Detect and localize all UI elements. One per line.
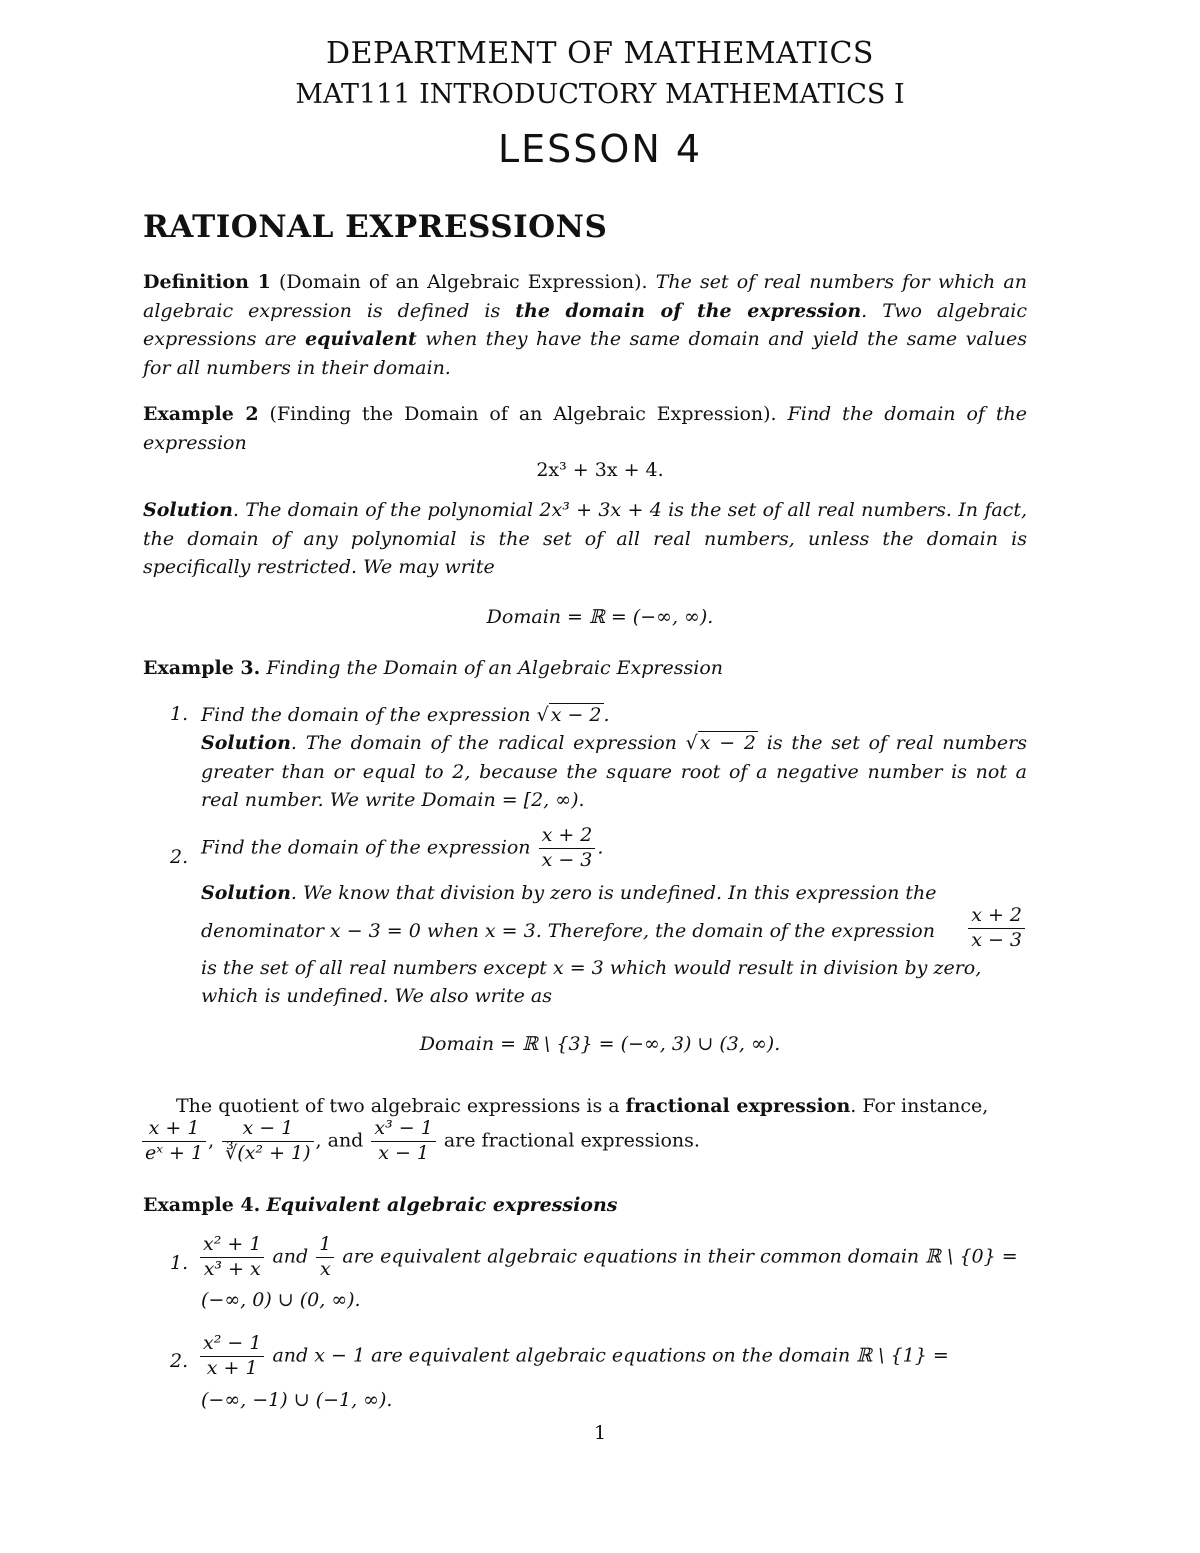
- definition-text-1: The set of real numbers for which an algebraic expression is defined is: [143, 271, 1027, 322]
- question-text: Find the domain of the expression: [201, 836, 531, 859]
- item-text: are equivalent algebraic equations in their common domain ℝ \ {0} =: [342, 1245, 1018, 1268]
- example-3-item-2-solution-line-4: which is undefined. We also write as: [201, 985, 552, 1007]
- solution-text: denominator x − 3 = 0 when x = 3. Therefore, the domain of the expression: [201, 920, 935, 942]
- fraction: [222, 1118, 313, 1165]
- example-3-item-1-question: Find the domain of the expression √ x − 2 .: [201, 704, 610, 726]
- example-4-label: Example 4.: [143, 1194, 261, 1216]
- fraction: [316, 1234, 334, 1281]
- item-text: and x − 1 are equivalent algebraic equations on the domain ℝ \ {1} =: [272, 1344, 949, 1367]
- definition-text-2: . Two algebraic expressions are: [143, 299, 1028, 350]
- list-number: 1.: [170, 1252, 189, 1274]
- page-number: 1: [593, 1422, 607, 1444]
- example-3-title: Finding the Domain of an Algebraic Expression: [266, 657, 723, 679]
- quotient-text: . For instance,: [850, 1095, 989, 1117]
- quotient-line-1: [176, 1094, 988, 1118]
- course-heading: MAT111 INTRODUCTORY MATHEMATICS I: [295, 79, 905, 110]
- example-4-item-2: [198, 1333, 949, 1380]
- fraction: [200, 1234, 264, 1281]
- example-2-domain-display: Domain = ℝ = (−∞, ∞).: [486, 606, 714, 628]
- definition-bold-2: equivalent: [305, 328, 417, 350]
- solution-text: . The domain of the radical expression: [290, 732, 677, 754]
- quotient-text: The quotient of two algebraic expressions is a: [176, 1095, 620, 1117]
- example-2-title: (Finding the Domain of an Algebraic Expression).: [269, 403, 777, 425]
- example-4-item-2-continuation: (−∞, −1) ∪ (−1, ∞).: [201, 1389, 393, 1411]
- example-3-item-2-solution-line-3: is the set of all real numbers except x = 3 which would result in division by zero,: [201, 957, 982, 979]
- definition-bold-1: the domain of the expression: [515, 299, 862, 322]
- example-3-heading: [143, 656, 723, 680]
- fraction-numerator: x + 2: [539, 825, 596, 849]
- quotient-fractions-line: [140, 1118, 700, 1165]
- definition-label: Definition 1: [143, 271, 271, 293]
- solution-label: Solution: [201, 882, 291, 904]
- fraction-denominator: x: [319, 1257, 331, 1280]
- fraction-numerator: x² + 1: [200, 1234, 264, 1258]
- example-3-label: Example 3.: [143, 657, 261, 679]
- fraction-denominator: x − 3: [541, 848, 593, 871]
- quotient-tail: are fractional expressions.: [443, 1129, 700, 1152]
- fraction-numerator: x + 2: [968, 905, 1025, 929]
- fraction-denominator: x + 1: [206, 1356, 258, 1379]
- fraction-numerator: x − 1: [222, 1118, 313, 1142]
- fraction: [371, 1118, 435, 1165]
- example-3-item-2-solution-line-1: [201, 881, 1027, 905]
- fraction-numerator: x² − 1: [200, 1333, 264, 1357]
- separator: ,: [208, 1129, 215, 1152]
- example-4-heading: [143, 1193, 617, 1217]
- solution-text: . We know that division by zero is undefined. In this expression the: [290, 882, 937, 904]
- example-2-solution-text: . The domain of the polynomial 2x³ + 3x + 4 is the set of all real numbers. In fact, the domain of any polynomial is the set of all real numbers, unless the domain is specifically restricted. We may write: [143, 499, 1027, 578]
- fraction: [200, 1333, 264, 1380]
- example-2-solution: [143, 496, 1027, 582]
- fraction-denominator: ∛(x² + 1): [225, 1141, 311, 1164]
- solution-text: is the set of real numbers greater than or equal to 2, because the square root of a negative number is not a real number. We write Domain = [2, ∞).: [201, 732, 1028, 811]
- solution-label: Solution: [143, 499, 233, 521]
- question-punct: .: [597, 836, 604, 859]
- definition-title: (Domain of an Algebraic Expression).: [278, 271, 648, 293]
- fraction-denominator: x − 1: [378, 1141, 429, 1164]
- example-3-item-2-question: [201, 825, 603, 872]
- example-2-display: 2x³ + 3x + 4.: [536, 459, 664, 481]
- example-2-label: Example 2: [143, 403, 259, 425]
- conjunction: and: [272, 1245, 309, 1268]
- definition-text-3: when they have the same domain and yield the same values for all numbers in their domain.: [143, 328, 1027, 379]
- example-3-domain-display: Domain = ℝ \ {3} = (−∞, 3) ∪ (3, ∞).: [419, 1033, 781, 1055]
- list-number: 1.: [170, 703, 189, 725]
- example-4-title: Equivalent algebraic expressions: [266, 1194, 618, 1216]
- fraction-numerator: x³ − 1: [371, 1118, 435, 1142]
- example-3-item-2-solution-line-2: [201, 904, 1027, 951]
- example-3-item-1-solution: Solution. The domain of the radical expression √ x − 2 is the set of real numbers greater than or equal to 2, because the square root of a negative number is not a real number. We write Domain = [2, ∞).: [201, 732, 1028, 811]
- fraction-denominator: x³ + x: [203, 1257, 261, 1280]
- question-punct: .: [603, 704, 610, 726]
- separator: , and: [315, 1129, 364, 1152]
- fraction-denominator: eˣ + 1: [145, 1141, 204, 1164]
- section-title: RATIONAL EXPRESSIONS: [143, 209, 608, 245]
- fraction-denominator: x − 3: [971, 928, 1022, 951]
- question-text: Find the domain of the expression: [201, 704, 531, 726]
- example-4-item-1: [198, 1234, 1018, 1281]
- radicand: x − 2: [699, 732, 756, 754]
- fraction-numerator: x + 1: [142, 1118, 206, 1142]
- example-2-heading: [143, 400, 1027, 457]
- fraction: [142, 1118, 206, 1165]
- list-number: 2.: [170, 1350, 189, 1372]
- definition-1: [143, 268, 1027, 382]
- list-number: 2.: [170, 846, 189, 868]
- fraction: [539, 825, 596, 872]
- example-2-text: Find the domain of the expression: [143, 403, 1028, 454]
- example-4-item-1-continuation: (−∞, 0) ∪ (0, ∞).: [201, 1289, 361, 1311]
- quotient-bold: fractional expression: [625, 1095, 851, 1117]
- department-heading: DEPARTMENT OF MATHEMATICS: [326, 36, 874, 71]
- solution-label: Solution: [201, 732, 291, 754]
- fraction: [968, 905, 1025, 952]
- fraction-numerator: 1: [316, 1234, 334, 1258]
- lesson-heading: LESSON 4: [497, 127, 702, 171]
- radicand: x − 2: [550, 704, 602, 726]
